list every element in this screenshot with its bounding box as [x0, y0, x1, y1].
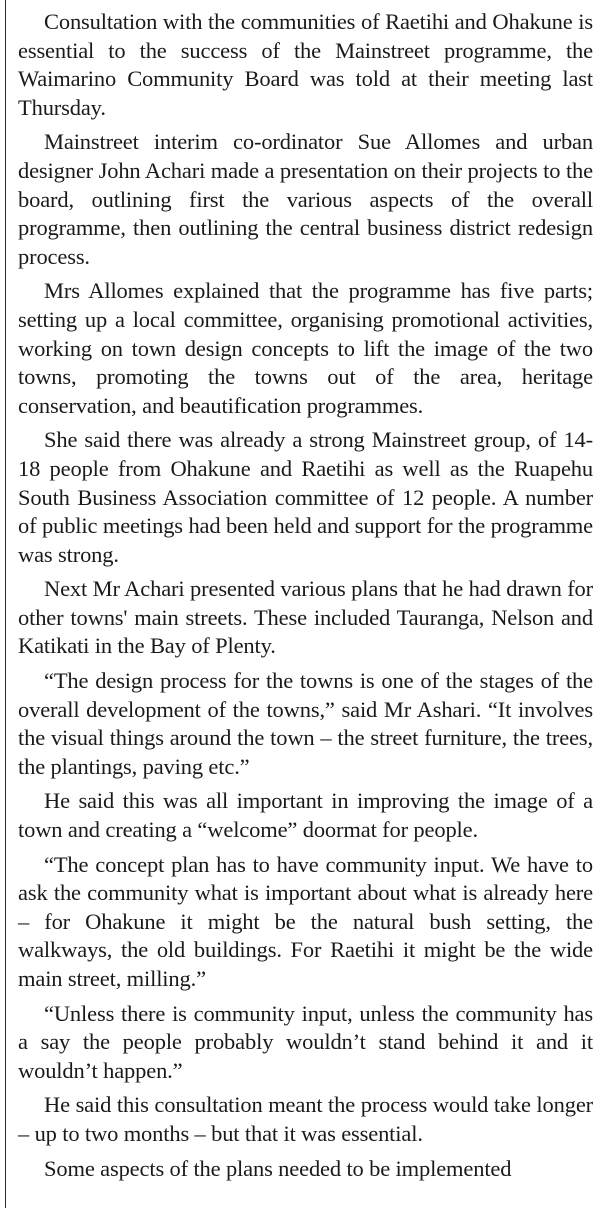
- paragraph-1: Consultation with the communities of Raetihi and Ohakune is essential to the success of the Mainstreet programme, the Waimarino Community Board was told at their meeting last Thursday.: [18, 9, 593, 120]
- paragraph-2: Mainstreet interim co-ordinator Sue Allomes and urban designer John Achari made a presentation on their projects to the board, outlining first the various aspects of the overall programme, then outlining the central business district redesign process.: [18, 129, 593, 269]
- paragraph-7: He said this was all important in improving the image of a town and creating a “welcome” doormat for people.: [18, 788, 593, 843]
- paragraph-5: Next Mr Achari presented various plans that he had drawn for other towns' main streets. These included Tauranga, Nelson and Katikati in the Bay of Plenty.: [18, 576, 593, 659]
- paragraph-9: “Unless there is community input, unless the community has a say the people probably wouldn’t stand behind it and it wouldn’t happen.”: [18, 1000, 593, 1083]
- paragraph-3: Mrs Allomes explained that the programme has five parts; setting up a local committee, organising promotional activities, working on town design concepts to lift the image of the two towns, promoting the towns out of the area, heritage conservation, and beautification programmes.: [18, 278, 593, 418]
- paragraph-6: “The design process for the towns is one of the stages of the overall development of the towns,” said Mr Ashari. “It involves the visual things around the town – the street furniture, the trees, the plantings, paving etc.”: [18, 668, 593, 779]
- paragraph-10: He said this consultation meant the process would take longer – up to two months – but that it was essential.: [18, 1092, 593, 1146]
- paragraph-8: “The concept plan has to have community input. We have to ask the community what is important about what is already here – for Ohakune it might be the natural bush setting, the walkways, the old buildings. For Raetihi it might be the wide main street, milling.”: [18, 851, 593, 991]
- paragraph-4: She said there was already a strong Mainstreet group, of 14-18 people from Ohakune and Raetihi as well as the Ruapehu South Business Association committee of 12 people. A number of public meetings had been held and support for the programme was strong.: [18, 427, 593, 567]
- paragraph-11: Some aspects of the plans needed to be implemented: [44, 1155, 512, 1181]
